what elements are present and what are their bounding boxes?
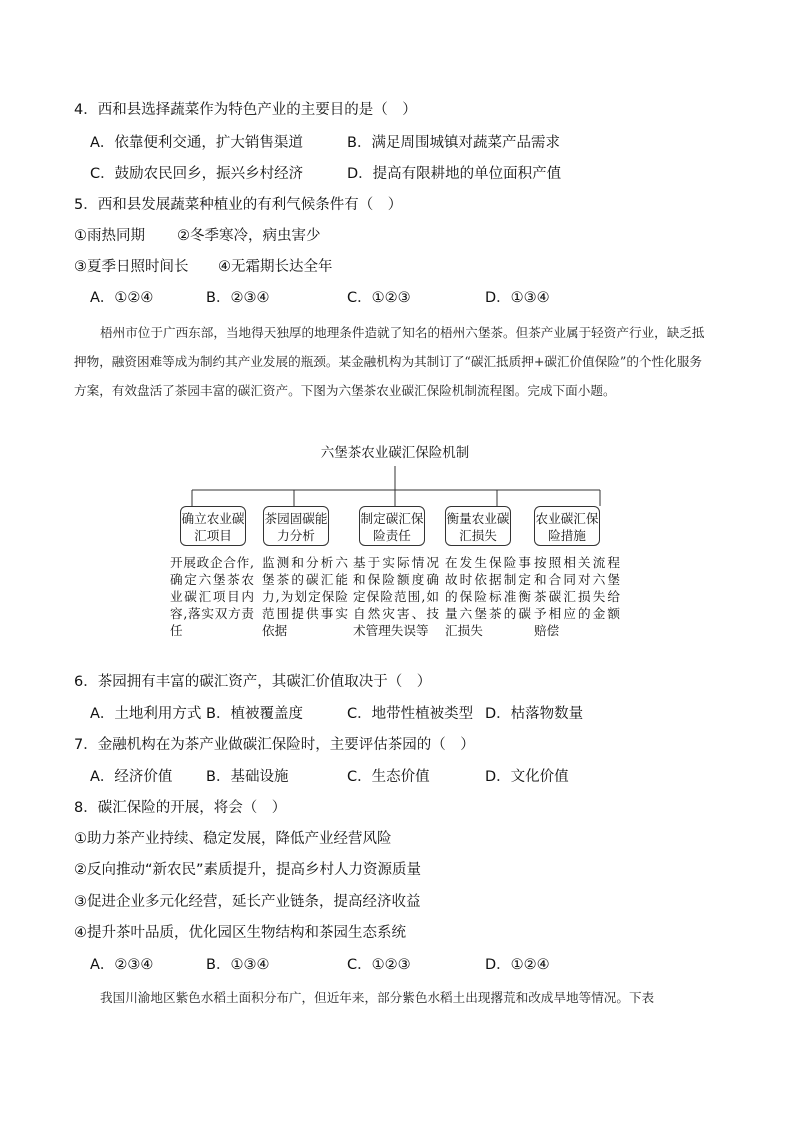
q7-option-c[interactable]: C．生态价值: [347, 769, 430, 785]
diagram-box-1: 确立农业碳汇项目: [180, 506, 246, 546]
q6-option-d[interactable]: D．枯落物数量: [485, 706, 584, 722]
q6-stem: 6．茶园拥有丰富的碳汇资产，其碳汇价值取决于（ ）: [74, 674, 432, 690]
diagram-desc-3: 基于实际情况和保险额度确定保险范围,如自然灾害、技术管理失误等: [353, 555, 439, 638]
q4-option-c[interactable]: C．鼓励农民回乡，振兴乡村经济: [90, 166, 304, 182]
q4-option-b[interactable]: B．满足周围城镇对蔬菜产品需求: [347, 135, 560, 151]
q8-statement-4: ④提升茶叶品质，优化园区生物结构和茶园生态系统: [74, 925, 406, 941]
diagram-connectors: [170, 444, 620, 514]
q8-statement-3: ③促进企业多元化经营，延长产业链条，提高经济收益: [74, 894, 421, 910]
q5-statement-3: ③夏季日照时间长: [74, 259, 189, 275]
diagram-desc-4: 在发生保险事故时依据制定的保险标准衡量六堡茶的碳汇损失: [445, 555, 531, 638]
diagram-box-3: 制定碳汇保险责任: [359, 506, 425, 546]
q6-option-c[interactable]: C．地带性植被类型: [347, 706, 474, 722]
q8-option-a[interactable]: A．②③④: [90, 957, 154, 973]
q5-statement-4: ④无霜期长达全年: [218, 259, 333, 275]
q6-option-a[interactable]: A．土地利用方式: [90, 706, 202, 722]
q8-stem: 8．碳汇保险的开展，将会（ ）: [74, 800, 287, 816]
q7-option-b[interactable]: B．基础设施: [206, 769, 289, 785]
diagram-box-5: 农业碳汇保险措施: [534, 506, 600, 546]
q7-stem: 7．金融机构在为茶产业做碳汇保险时，主要评估茶园的（ ）: [74, 737, 475, 753]
q6-option-b[interactable]: B．植被覆盖度: [206, 706, 303, 722]
q8-option-c[interactable]: C．①②③: [347, 957, 411, 973]
diagram-title: 六堡茶农业碳汇保险机制: [320, 445, 470, 461]
diagram-desc-2: 监测和分析六堡茶的碳汇能力,为划定保险范围提供事实依据: [262, 555, 348, 638]
q5-statement-1: ①雨热同期: [74, 228, 145, 244]
q8-option-d[interactable]: D．①②④: [485, 957, 550, 973]
q5-option-d[interactable]: D．①③④: [485, 290, 550, 306]
q4-option-d[interactable]: D．提高有限耕地的单位面积产值: [347, 166, 562, 182]
q5-option-b[interactable]: B．②③④: [206, 290, 270, 306]
q8-statement-2: ②反向推动“新农民”素质提升，提高乡村人力资源质量: [74, 862, 422, 878]
diagram-box-4: 衡量农业碳汇损失: [445, 506, 511, 546]
q7-option-d[interactable]: D．文化价值: [485, 769, 569, 785]
diagram-desc-1: 开展政企合作,确定六堡茶农业碳汇项目内容,落实双方责任: [170, 555, 254, 638]
diagram-desc-5: 按照相关流程和合同对六堡茶碳汇损失给予相应的金额赔偿: [534, 555, 620, 638]
q8-statement-1: ①助力茶产业持续、稳定发展，降低产业经营风险: [74, 831, 392, 847]
passage-purple-paddy-soil: 我国川渝地区紫色水稻土面积分布广，但近年来，部分紫色水稻土出现撂荒和改成旱地等情况。下表: [100, 990, 655, 1005]
q4-option-a[interactable]: A．依靠便利交通，扩大销售渠道: [90, 135, 303, 151]
diagram-box-2: 茶园固碳能力分析: [263, 506, 329, 546]
q5-option-a[interactable]: A．①②④: [90, 290, 154, 306]
q7-option-a[interactable]: A．经济价值: [90, 769, 173, 785]
q5-statement-2: ②冬季寒冷，病虫害少: [177, 228, 321, 244]
q8-option-b[interactable]: B．①③④: [206, 957, 270, 973]
q5-option-c[interactable]: C．①②③: [347, 290, 411, 306]
q5-stem: 5．西和县发展蔬菜种植业的有利气候条件有（ ）: [74, 197, 403, 213]
q4-stem: 4．西和县选择蔬菜作为特色产业的主要目的是（ ）: [74, 102, 417, 118]
carbon-insurance-diagram: [170, 444, 620, 664]
passage-liubao-tea: 梧州市位于广西东部，当地得天独厚的地理条件造就了知名的梧州六堡茶。但茶产业属于轻资产行业，缺乏抵押物，融资困难等成为制约其产业发展的瓶颈。某金融机构为其制订了“碳汇抵质押+碳汇价值保险”的个性化服务方案，有效盘活了茶园丰富的碳汇资产。下图为六堡茶农业碳汇保险机制流程图。完成下面小题。: [74, 325, 705, 398]
